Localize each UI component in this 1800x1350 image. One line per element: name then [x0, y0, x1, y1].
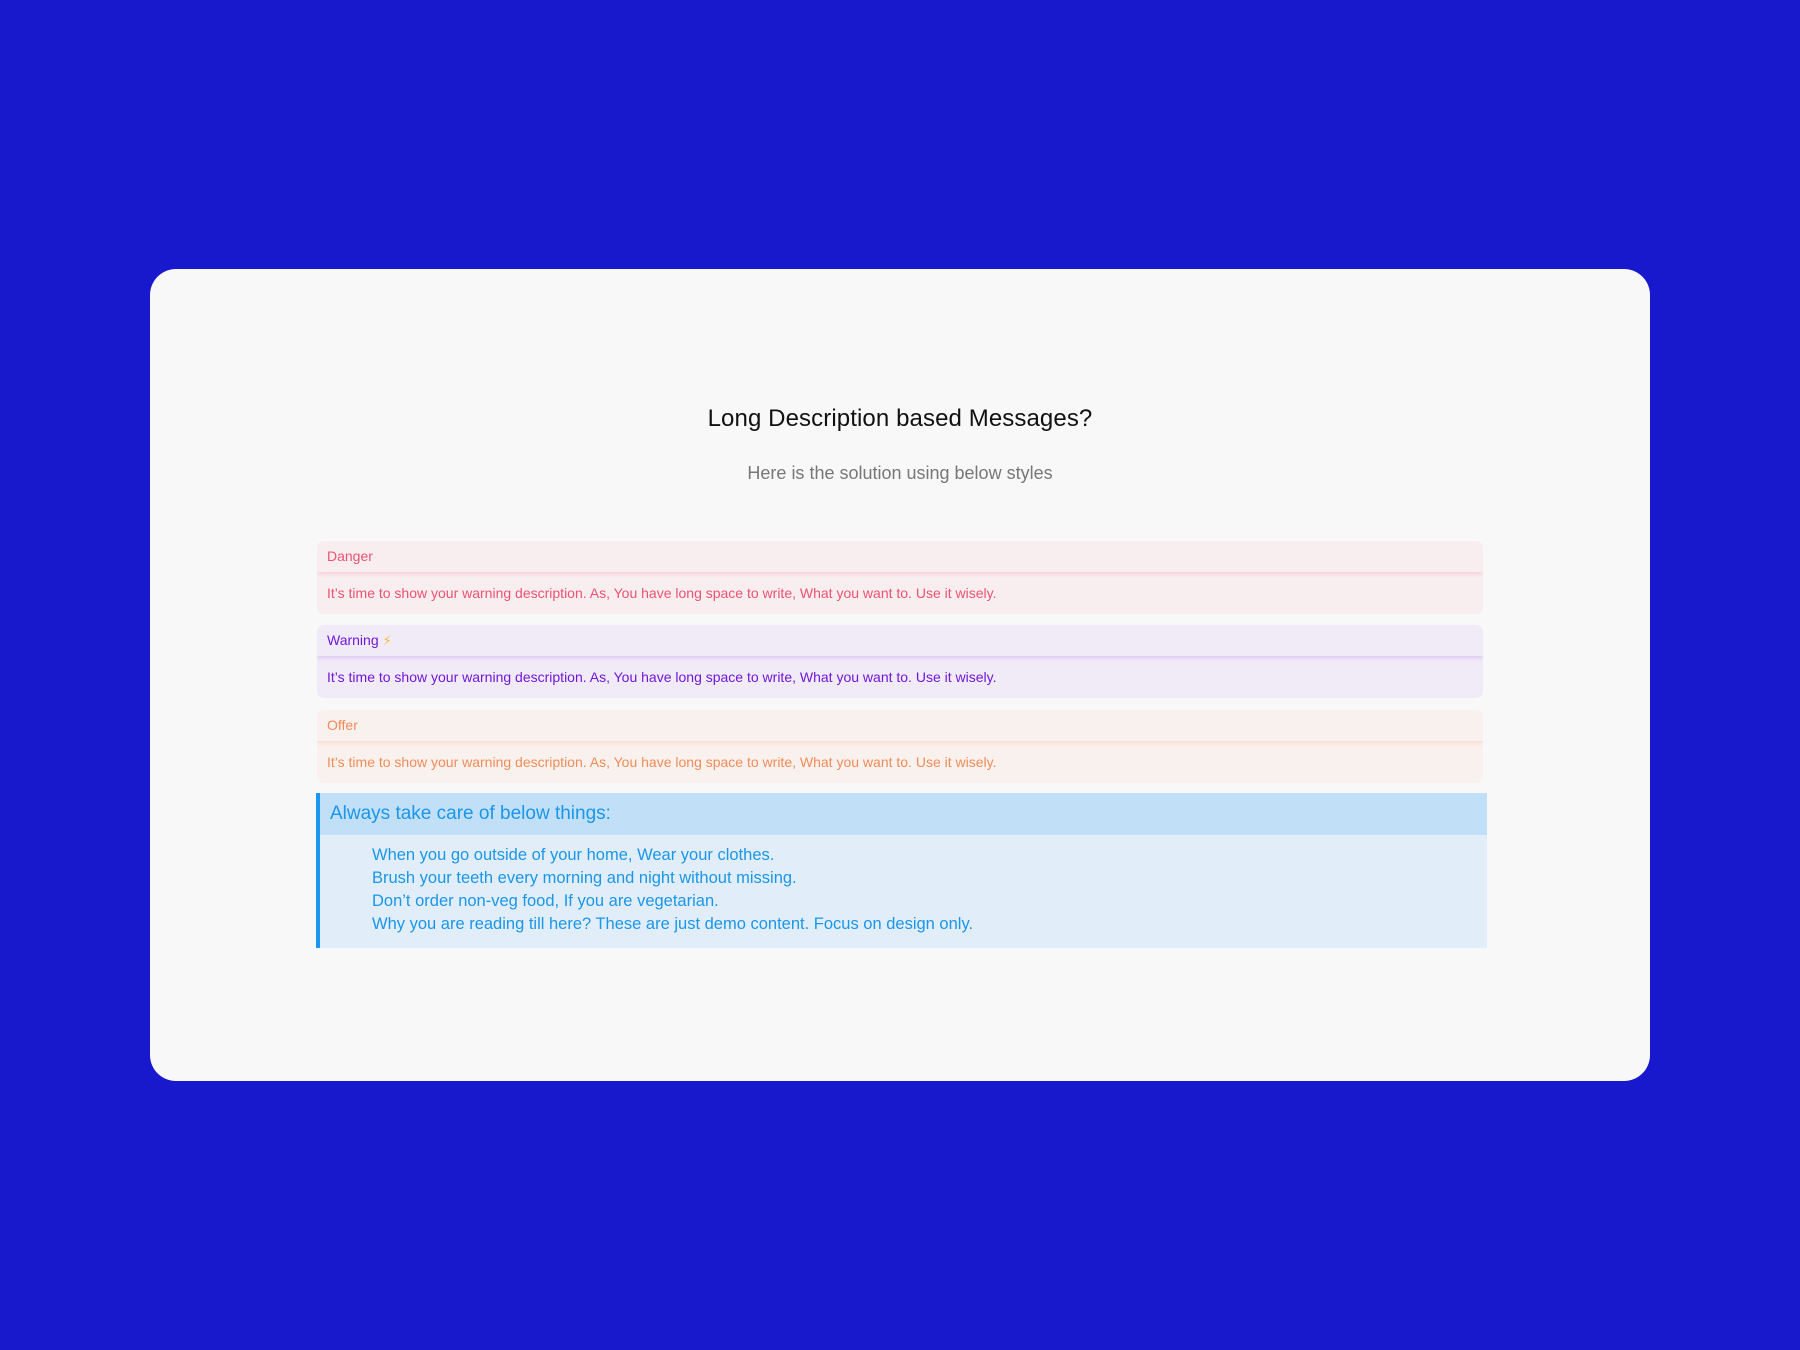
warning-message-header: [317, 625, 1483, 656]
offer-message-description: It’s time to show your warning description. As, You have long space to write, What you want to. Use it wisely.: [327, 754, 997, 770]
info-message-title: Always take care of below things:: [320, 793, 1487, 835]
offer-message-title: Offer: [317, 710, 1483, 741]
info-list: [320, 835, 1487, 948]
list-item: Don’t order non-veg food, If you are vegetarian.: [372, 892, 719, 910]
offer-message: [317, 710, 1483, 783]
page-title: Long Description based Messages?: [707, 405, 1093, 432]
info-message: [316, 793, 1487, 948]
list-item: Brush your teeth every morning and night without missing.: [372, 869, 797, 887]
content-card: [150, 269, 1650, 1081]
warning-message-description: It’s time to show your warning description. As, You have long space to write, What you want to. Use it wisely.: [327, 669, 997, 685]
warning-message-title: Warning: [327, 632, 379, 648]
lightning-icon: ⚡: [382, 633, 392, 648]
danger-message-description: It’s time to show your warning description. As, You have long space to write, What you want to. Use it wisely.: [327, 585, 997, 601]
list-item: Why you are reading till here? These are just demo content. Focus on design only.: [372, 915, 974, 933]
page-subtitle: Here is the solution using below styles: [747, 463, 1053, 483]
list-item: When you go outside of your home, Wear your clothes.: [372, 846, 775, 864]
warning-message: [317, 625, 1483, 698]
danger-message-title: Danger: [317, 541, 1483, 572]
danger-message: [317, 541, 1483, 614]
